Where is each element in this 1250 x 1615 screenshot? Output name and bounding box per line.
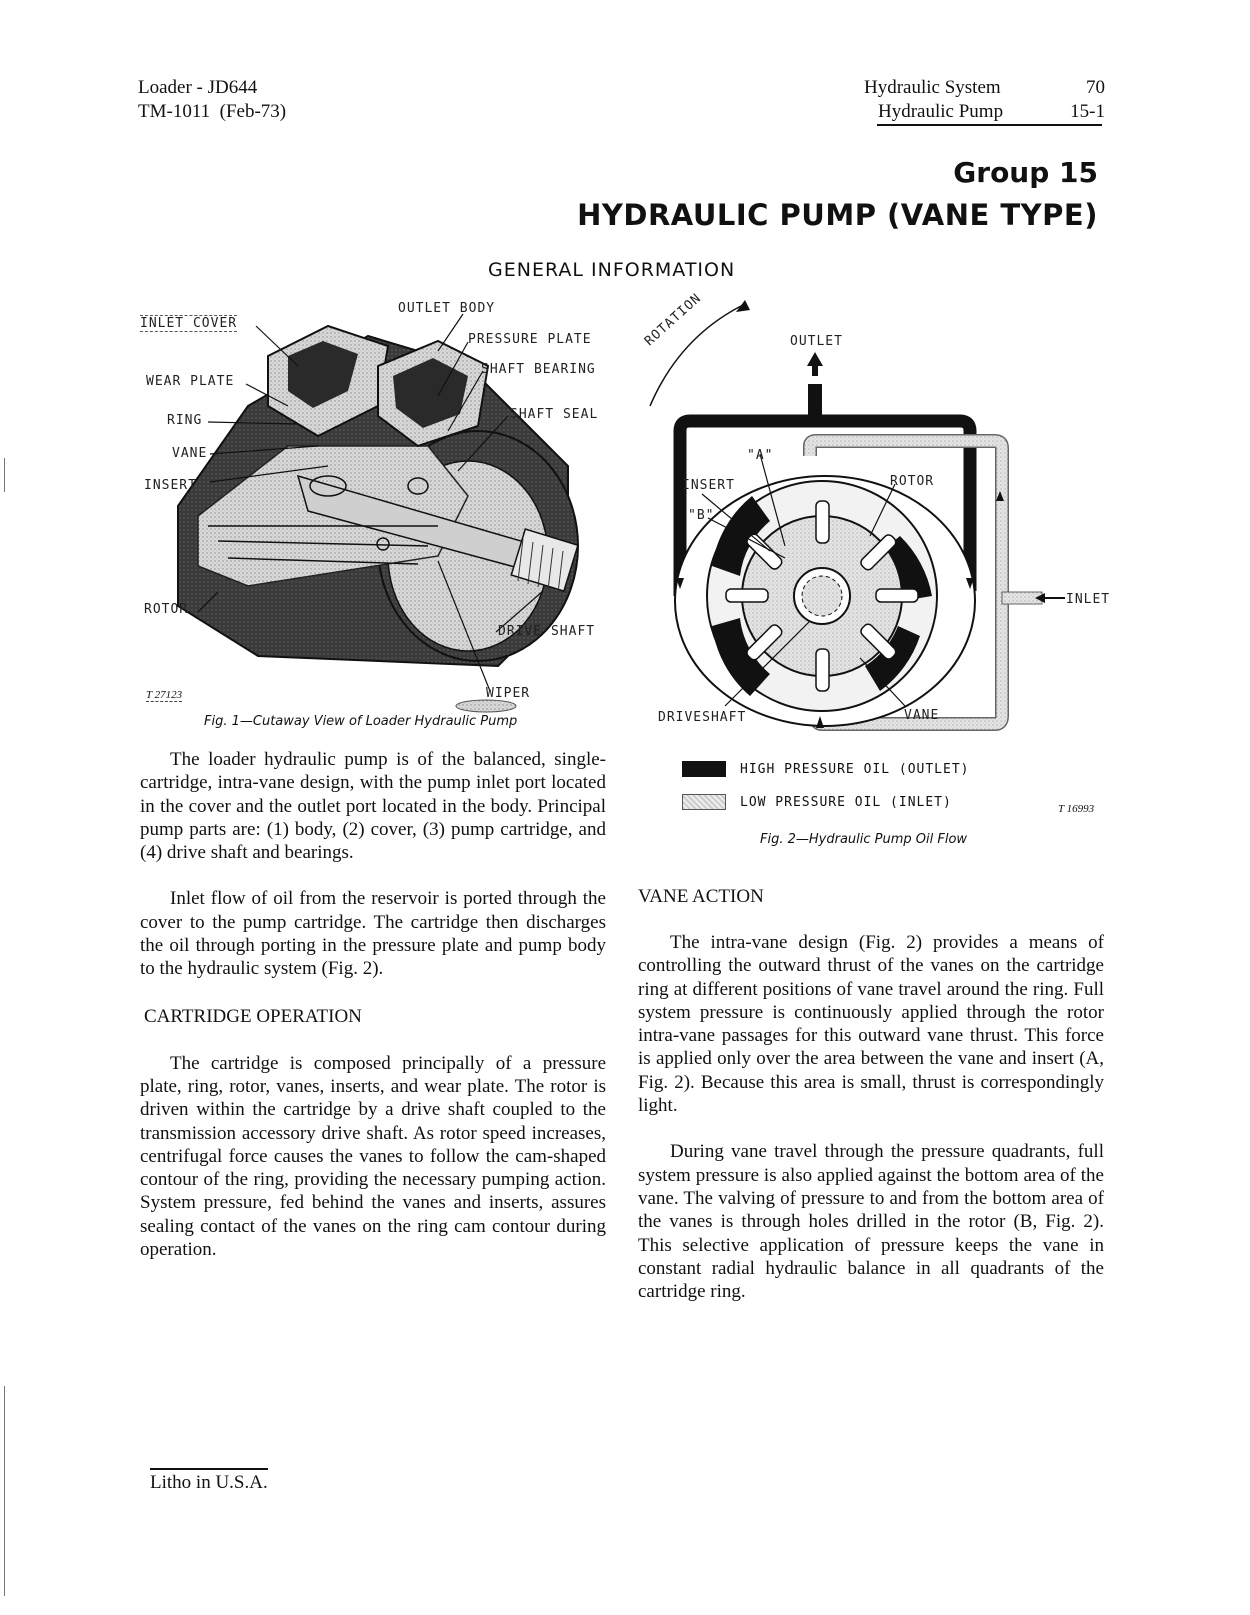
scan-edge-mark xyxy=(4,1386,5,1596)
label-point-a: "A" xyxy=(747,448,774,463)
label-vane: VANE xyxy=(172,446,208,461)
label-rotor: ROTOR xyxy=(890,474,935,489)
vane-action-paragraph: The intra-vane design (Fig. 2) provides a means of controlling the outward thrust of the vanes on the cartridge ring at different positions of vane travel around the ring. Full system pressure is continuously applied through the rotor intra-vane passages for this outward vane thrust. This force is applied only over the area between the vane and insert (A, Fig. 2). Because this area is small, thrust is correspondingly light. xyxy=(638,932,1104,1117)
section-title: GENERAL INFORMATION xyxy=(488,259,736,281)
group-title: Group 15 xyxy=(953,156,1098,189)
header-left xyxy=(138,76,438,124)
left-column xyxy=(140,748,606,1261)
header-model: Loader - JD644 xyxy=(138,77,258,98)
figure-1-caption: Fig. 1—Cutaway View of Loader Hydraulic Pump xyxy=(204,714,518,729)
label-wiper: WIPER xyxy=(486,686,531,701)
figure-2 xyxy=(640,290,1111,756)
label-inlet: INLET xyxy=(1066,592,1111,607)
intro-paragraph: The loader hydraulic pump is of the balanced, single-cartridge, intra-vane design, with the pump inlet port located in the cover and the outlet port located in the body. Principal pump parts are: (1) body, (2) cover, (3) pump cartridge, and (4) drive shaft and bearings. xyxy=(140,749,606,864)
figure-2-code: T 16993 xyxy=(1058,803,1095,815)
header-section: Hydraulic System xyxy=(864,77,1001,98)
cartridge-paragraph: The cartridge is composed principally of a pressure plate, ring, rotor, vanes, inserts, and wear plate. The rotor is driven within the cartridge by a drive shaft coupled to the transmission accessory drive shaft. As rotor speed increases, centrifugal force causes the vanes to follow the cam-shaped contour of the ring, providing the necessary pumping action. System pressure, fed behind the vanes and inserts, assures sealing contact of the vanes on the ring cam contour during operation. xyxy=(140,1052,606,1261)
figure-2-caption: Fig. 2—Hydraulic Pump Oil Flow xyxy=(760,832,968,847)
legend-swatch-low xyxy=(682,794,726,810)
label-wear-plate: WEAR PLATE xyxy=(146,374,235,389)
figure-1 xyxy=(138,296,618,716)
footer-litho: Litho in U.S.A. xyxy=(150,1468,268,1494)
label-point-b: "B" xyxy=(688,508,715,523)
vane-travel-paragraph: During vane travel through the pressure quadrants, full system pressure is also applied against the bottom area of the vane. The valving of pressure to and from the bottom area of the vanes is through holes drilled in the rotor (B, Fig. 2). This selective application of pressure keeps the vane in constant radial hydraulic balance in all quadrants of the cartridge ring. xyxy=(638,1141,1104,1303)
label-rotation: ROTATION xyxy=(642,290,705,350)
label-insert: INSERT xyxy=(682,478,735,493)
oil-flow-diagram xyxy=(640,296,1110,756)
scan-edge-mark xyxy=(4,458,5,492)
header-group-page: 15-1 xyxy=(1070,101,1105,122)
header-right xyxy=(830,76,1105,124)
label-outlet-body: OUTLET BODY xyxy=(398,301,496,316)
label-pressure-plate: PRESSURE PLATE xyxy=(468,332,592,347)
label-shaft-seal: SHAFT SEAL xyxy=(510,407,599,422)
page-title: HYDRAULIC PUMP (VANE TYPE) xyxy=(577,198,1098,232)
legend-high-label: HIGH PRESSURE OIL (OUTLET) xyxy=(740,761,970,777)
header-subsection: Hydraulic Pump xyxy=(878,101,1004,122)
header-manual-date: TM-1011 (Feb-73) xyxy=(138,101,287,122)
label-outlet: OUTLET xyxy=(790,334,843,349)
header-rule xyxy=(877,124,1102,126)
cutaway-pump-illustration xyxy=(138,296,618,716)
legend-swatch-high xyxy=(682,761,726,777)
inlet-flow-paragraph: Inlet flow of oil from the reservoir is ported through the cover to the pump cartridge. The cartridge then discharges the oil through porting in the pressure plate and pump body to the hydraulic system (Fig. 2). xyxy=(140,888,606,980)
legend-high-pressure xyxy=(682,761,970,777)
label-driveshaft: DRIVESHAFT xyxy=(658,710,747,725)
header-page-number: 70 xyxy=(1086,77,1105,98)
figure-1-code: T 27123 xyxy=(146,689,183,701)
label-insert: INSERT xyxy=(144,478,197,493)
legend-low-pressure xyxy=(682,794,952,810)
cartridge-operation-heading: CARTRIDGE OPERATION xyxy=(144,1005,362,1027)
label-drive-shaft: DRIVE SHAFT xyxy=(498,624,596,639)
label-vane: VANE xyxy=(904,708,940,723)
label-ring: RING xyxy=(167,413,203,428)
legend-low-label: LOW PRESSURE OIL (INLET) xyxy=(740,794,952,810)
right-column xyxy=(638,886,1104,1303)
label-inlet-cover: INLET COVER xyxy=(140,316,238,331)
label-shaft-bearing: SHAFT BEARING xyxy=(481,362,596,377)
label-rotor: ROTOR xyxy=(144,602,189,617)
vane-action-heading: VANE ACTION xyxy=(638,886,764,907)
